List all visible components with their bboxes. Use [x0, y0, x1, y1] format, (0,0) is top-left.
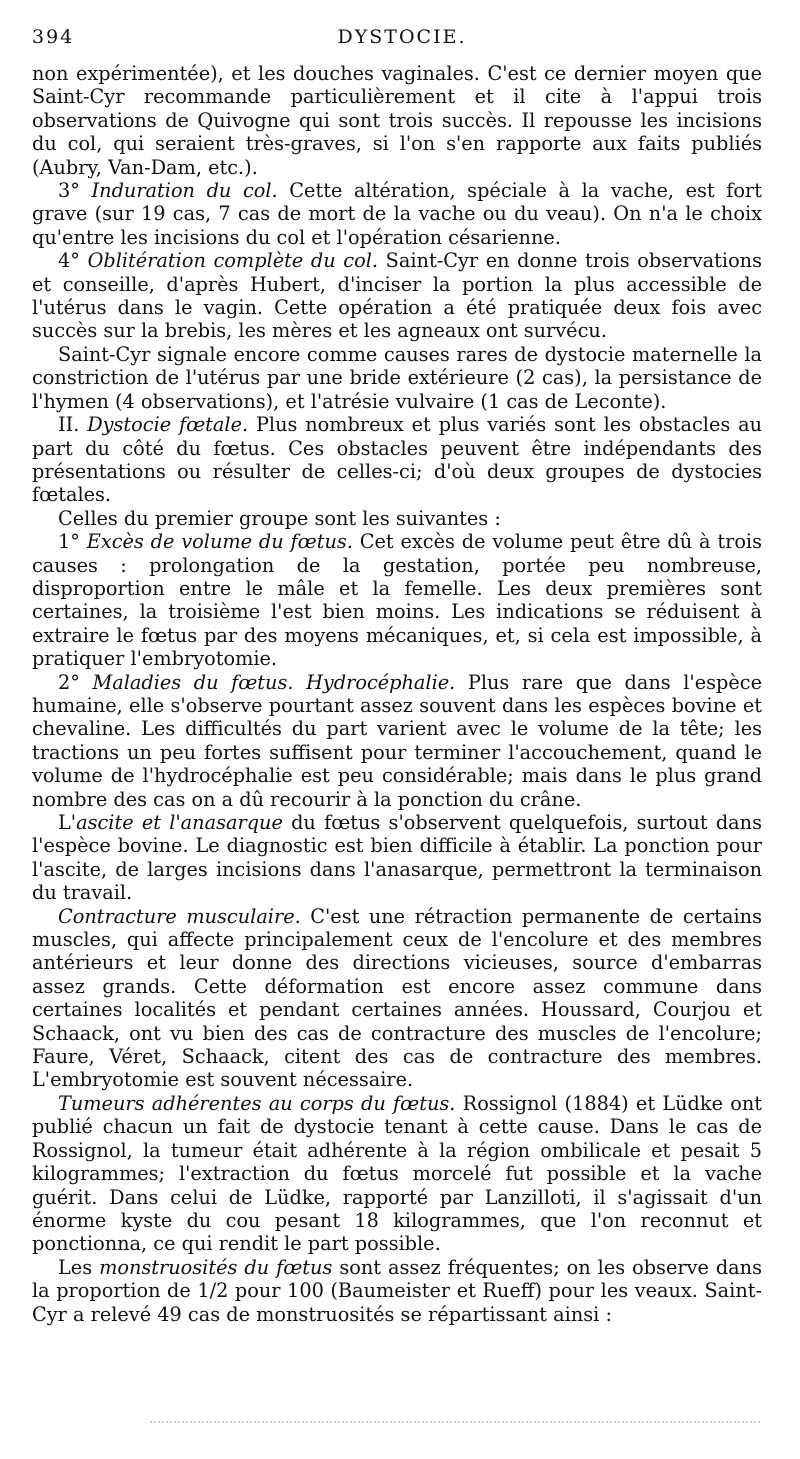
section-heading: Induration du col.: [91, 179, 278, 203]
paragraph-obliteration-du-col: 4° Oblitération complète du col. Saint-Cyr en donne trois observations et conseille, d'après Hubert, d'inciser la portion la plus accessible de l'utérus dans le vagin. Cette opération a été pratiquée deux fois avec succès sur la brebis, les mères et les agneaux ont survécu.: [32, 249, 762, 343]
paragraph-continuation: non expérimentée), et les douches vaginales. C'est ce dernier moyen que Saint-Cyr recommande particulièrement et il cite à l'appui trois observations de Quivogne qui sont trois succès. Il repousse les incisions du col, qui seraient très-graves, si l'on s'en rapporte aux faits publiés (Aubry, Van-Dam, etc.).: [32, 62, 762, 179]
section-heading: Dystocie fœtale.: [87, 413, 249, 437]
paragraph-premier-groupe: Celles du premier groupe sont les suivantes :: [58, 506, 501, 530]
paragraph-monstruosites: Les monstruosités du fœtus sont assez fréquentes; on les observe dans la proportion de 1/2 pour 100 (Baumeister et Rueff) pour les veaux. Saint-Cyr a relevé 49 cas de monstruosités se répartissant ainsi :: [32, 1255, 762, 1326]
section-heading: ascite et l'anasarque: [76, 811, 283, 834]
section-heading: Oblitération complète du col.: [87, 249, 379, 273]
paragraph-dystocie-foetale: II. Dystocie fœtale. Plus nombreux et plus variés sont les obstacles au part du côté du fœtus. Ces obstacles peuvent être indépendants des présentations ou résulter de celles-ci; d'où deux groupes de dystocies fœtales.: [32, 413, 762, 507]
paragraph-maladies-du-foetus: 2° Maladies du fœtus. Hydrocéphalie. Plus rare que dans l'espèce humaine, elle s'observe pourtant assez souvent dans les espèces bovine et chevaline. Les difficultés du part varient avec le volume de la tête; les tractions un peu fortes suffisent pour terminer l'accouchement, quand le volume de l'hydrocéphalie est peu considérable; mais dans le plus grand nombre des cas on a dû recourir à la ponction du crâne.: [32, 670, 762, 811]
paragraph-contracture-musculaire: Contracture musculaire. C'est une rétraction permanente de certains muscles, qui affecte principalement ceux de l'encolure et des membres antérieurs et leur donne des directions vicieuses, source d'embarras assez grands. Cette déformation est encore assez commune dans certaines localités et pendant certaines années. Houssard, Courjou et Schaack, ont vu bien des cas de contracture des muscles de l'encolure; Faure, Véret, Schaack, citent des cas de contracture des membres. L'embryotomie est souvent nécessaire.: [32, 904, 762, 1092]
paragraph-tumeurs-adherentes: Tumeurs adhérentes au corps du fœtus. Rossignol (1884) et Lüdke ont publié chacun un fait de dystocie tenant à cette cause. Dans le cas de Rossignol, la tumeur était adhérente à la région ombilicale et pesait 5 kilogrammes; l'extraction du fœtus morcelé fut possible et la vache guérit. Dans celui de Lüdke, rapporté par Lanzilloti, il s'agissait d'un énorme kyste du cou pesant 18 kilogrammes, que l'on reconnut et ponctionna, ce qui rendit le part possible.: [32, 1091, 762, 1256]
section-heading: Excès de volume du fœtus.: [86, 530, 353, 554]
body-text: [32, 62, 762, 1326]
section-heading: Maladies du fœtus. Hydrocéphalie.: [92, 670, 456, 694]
paragraph-causes-rares: Saint-Cyr signale encore comme causes rares de dystocie maternelle la constriction de l'utérus par une bride extérieure (2 cas), la persistance de l'hymen (4 observations), et l'atrésie vulvaire (1 cas de Leconte).: [32, 342, 762, 413]
section-heading: Contracture musculaire.: [58, 904, 301, 928]
page-header: [32, 26, 772, 56]
paragraph-ascite-anasarque: L'ascite et l'anasarque du fœtus s'observent quelquefois, surtout dans l'espèce bovine. Le diagnostic est bien difficile à établir. La ponction pour l'ascite, de larges incisions dans l'anasarque, permettront la terminaison du travail.: [32, 811, 762, 905]
bleed-through-dotted-line: [150, 1413, 760, 1423]
section-heading: Tumeurs adhérentes au corps du fœtus.: [58, 1091, 456, 1115]
running-head: DYSTOCIE.: [337, 26, 467, 48]
paragraph-induration-du-col: 3° Induration du col. Cette altération, spéciale à la vache, est fort grave (sur 19 cas, 7 cas de mort de la vache ou du veau). On n'a le choix qu'entre les incisions du col et l'opération césarienne.: [32, 179, 762, 249]
section-heading: monstruosités du fœtus: [99, 1255, 333, 1279]
page-number: 394: [32, 26, 75, 48]
paragraph-exces-de-volume: 1° Excès de volume du fœtus. Cet excès de volume peut être dû à trois causes : prolongation de la gestation, portée peu nombreuse, disproportion entre le mâle et la femelle. Les deux premières sont certaines, la troisième l'est bien moins. Les indications se réduisent à extraire le fœtus par des moyens mécaniques, et, si cela est impossible, à pratiquer l'embryotomie.: [32, 530, 762, 671]
